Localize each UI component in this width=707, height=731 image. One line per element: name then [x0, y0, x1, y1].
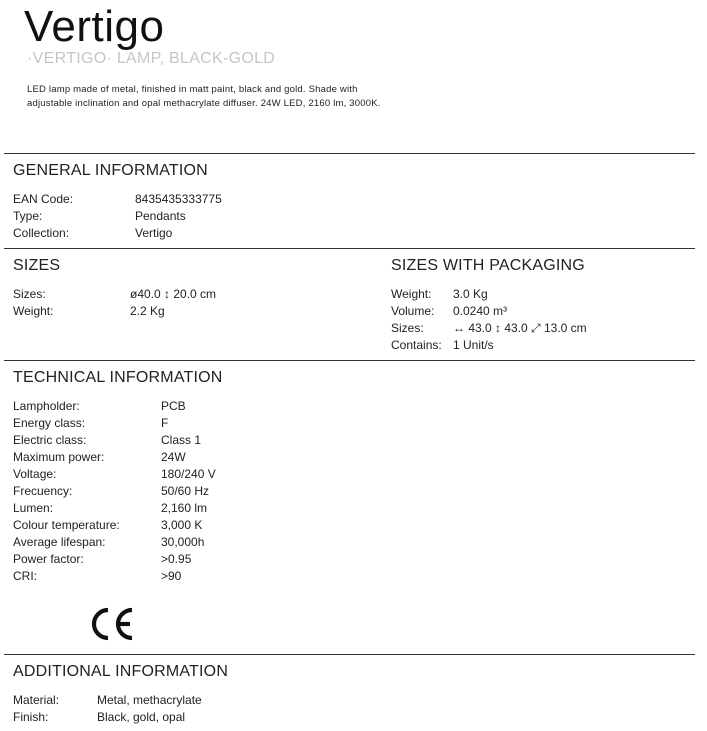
type-value: Pendants — [135, 209, 186, 223]
packaging-list — [391, 286, 587, 354]
packaging-volume-label: Volume: — [391, 304, 435, 318]
sizes-value: ø40.0 ↕ 20.0 cm — [130, 287, 217, 301]
spec-value: 180/240 V — [161, 467, 216, 481]
section-divider — [4, 360, 695, 361]
spec-label: Average lifespan: — [13, 535, 106, 549]
general-information-list — [13, 191, 222, 242]
spec-value: >90 — [161, 569, 182, 583]
weight-value: 2.2 Kg — [130, 304, 165, 318]
spec-row — [13, 415, 216, 432]
collection-row — [13, 225, 222, 242]
ean-code-value: 8435435333775 — [135, 192, 222, 206]
ean-code-label: EAN Code: — [13, 192, 74, 206]
spec-row — [13, 449, 216, 466]
spec-value: PCB — [161, 399, 186, 413]
material-row — [13, 692, 202, 709]
weight-row — [13, 303, 216, 320]
packaging-sizes-value: ↔ 43.0 ↕ 43.0 ⤢ 13.0 cm — [453, 321, 587, 335]
packaging-heading: SIZES WITH PACKAGING — [391, 257, 585, 274]
collection-value: Vertigo — [135, 226, 173, 240]
ce-c-glyph — [94, 610, 108, 638]
spec-label: Colour temperature: — [13, 518, 120, 532]
spec-value: 2,160 lm — [161, 501, 208, 515]
spec-row — [13, 517, 216, 534]
section-divider — [4, 153, 695, 154]
material-label: Material: — [13, 693, 60, 707]
spec-label: Power factor: — [13, 552, 84, 566]
finish-label: Finish: — [13, 710, 49, 724]
packaging-contains-label: Contains: — [391, 338, 442, 352]
spec-row — [13, 466, 216, 483]
packaging-contains-row — [391, 337, 587, 354]
spec-value: >0.95 — [161, 552, 192, 566]
product-subtitle: ·VERTIGO· LAMP, BLACK-GOLD — [27, 50, 276, 67]
packaging-sizes-row — [391, 320, 587, 337]
spec-value: 24W — [161, 450, 186, 464]
packaging-contains-value: 1 Unit/s — [453, 338, 494, 352]
technical-information-heading: TECHNICAL INFORMATION — [13, 369, 223, 386]
spec-label: Frecuency: — [13, 484, 73, 498]
sizes-heading: SIZES — [13, 257, 61, 274]
packaging-weight-value: 3.0 Kg — [453, 287, 488, 301]
spec-label: Lumen: — [13, 501, 54, 515]
technical-information-list — [13, 398, 216, 585]
packaging-sizes-label: Sizes: — [391, 321, 424, 335]
spec-row — [13, 398, 216, 415]
finish-value: Black, gold, opal — [97, 710, 186, 724]
spec-label: CRI: — [13, 569, 37, 583]
spec-label: Energy class: — [13, 416, 86, 430]
finish-row — [13, 709, 202, 726]
sizes-label: Sizes: — [13, 287, 46, 301]
spec-value: 30,000h — [161, 535, 205, 549]
spec-label: Electric class: — [13, 433, 87, 447]
ean-code-row — [13, 191, 222, 208]
spec-value: F — [161, 416, 169, 430]
product-title: Vertigo — [24, 2, 165, 51]
packaging-weight-label: Weight: — [391, 287, 432, 301]
section-divider — [4, 654, 695, 655]
material-value: Metal, methacrylate — [97, 693, 202, 707]
spec-value: Class 1 — [161, 433, 202, 447]
spec-row — [13, 483, 216, 500]
type-row — [13, 208, 222, 225]
packaging-volume-value: 0.0240 m³ — [453, 304, 508, 318]
spec-row — [13, 534, 216, 551]
spec-row — [13, 568, 216, 585]
spec-value: 50/60 Hz — [161, 484, 210, 498]
spec-row — [13, 500, 216, 517]
section-divider — [4, 248, 695, 249]
packaging-weight-row — [391, 286, 587, 303]
spec-label: Maximum power: — [13, 450, 105, 464]
spec-row — [13, 432, 216, 449]
spec-row — [13, 551, 216, 568]
sizes-row — [13, 286, 216, 303]
additional-information-list — [13, 692, 202, 726]
spec-label: Voltage: — [13, 467, 57, 481]
general-information-heading: GENERAL INFORMATION — [13, 162, 208, 179]
product-description: LED lamp made of metal, finished in matt paint, black and gold. Shade with adjustable inclination and opal methacrylate diffuser. 24W LED, 2160 lm, 3000K. — [27, 84, 381, 109]
packaging-volume-row — [391, 303, 587, 320]
additional-information-heading: ADDITIONAL INFORMATION — [13, 663, 229, 680]
ce-mark-icon — [87, 604, 137, 644]
weight-label: Weight: — [13, 304, 54, 318]
collection-label: Collection: — [13, 226, 70, 240]
type-label: Type: — [13, 209, 43, 223]
sizes-list — [13, 286, 216, 320]
spec-label: Lampholder: — [13, 399, 80, 413]
spec-value: 3,000 K — [161, 518, 203, 532]
